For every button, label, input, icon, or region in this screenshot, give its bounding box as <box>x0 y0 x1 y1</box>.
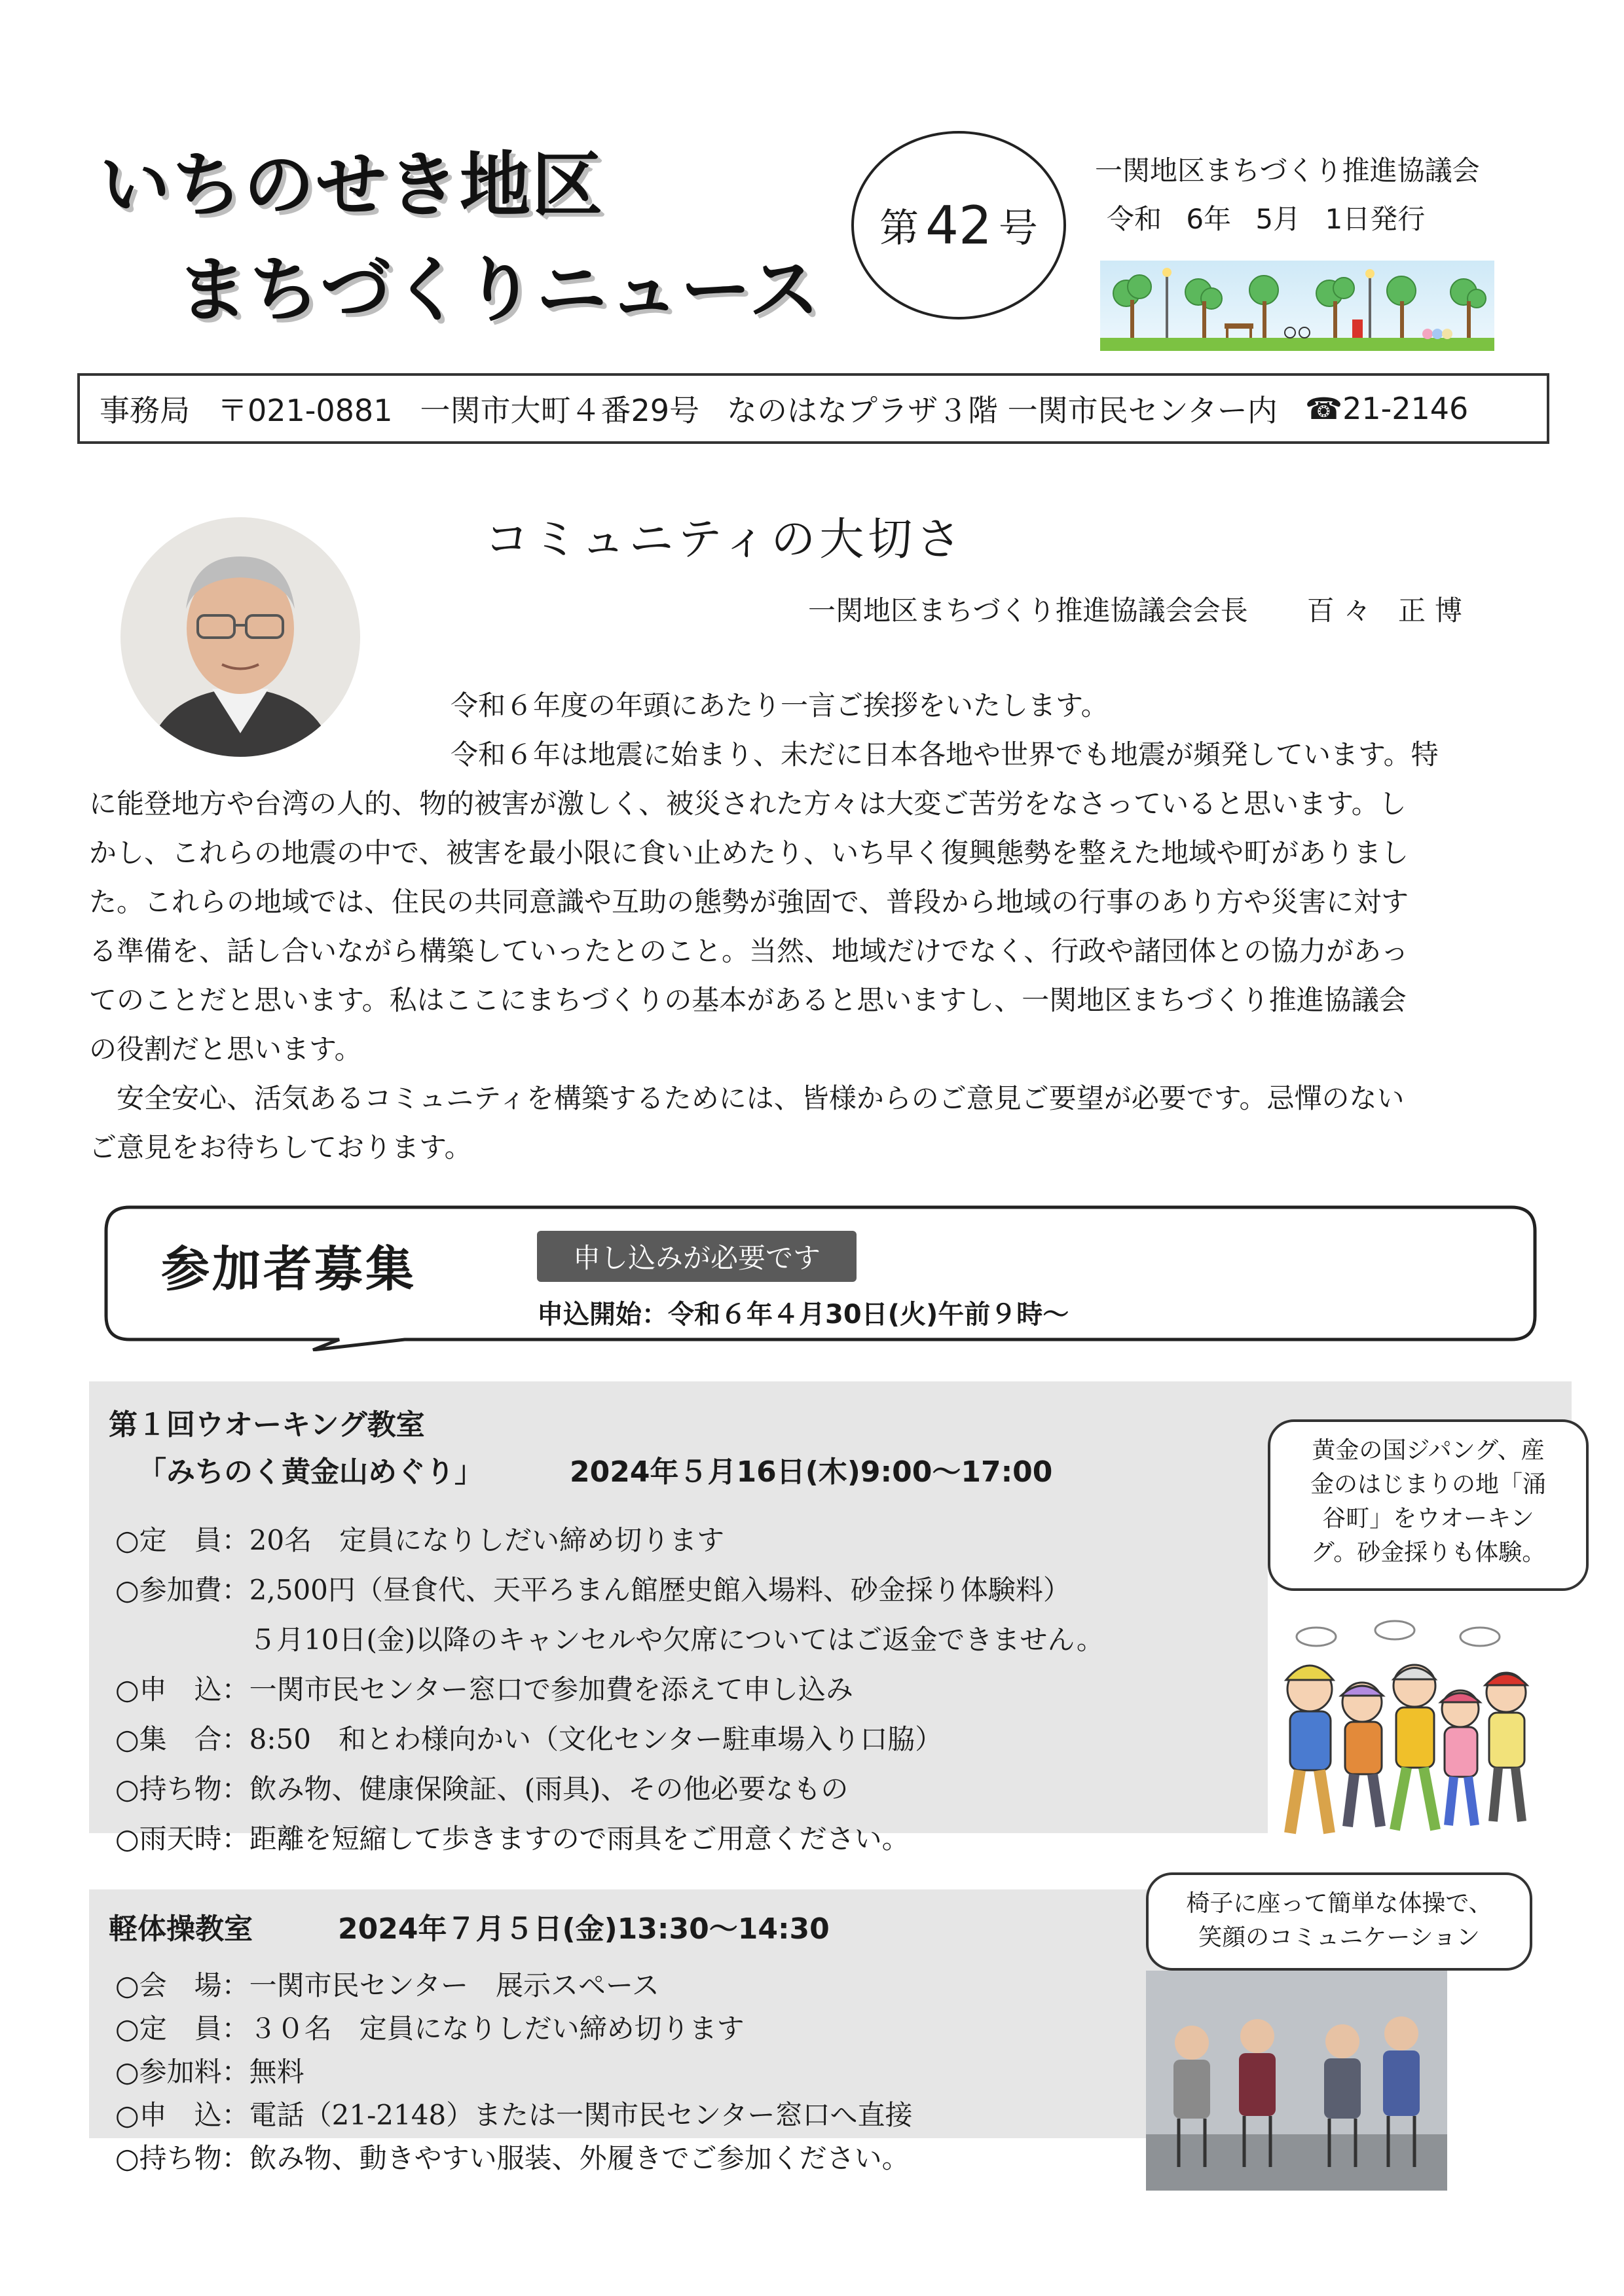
event2-detail-line: ○持ち物：飲み物、動きやすい服装、外履きでご参加ください。 <box>115 2142 910 2174</box>
event2-datetime: 2024年７月５日(金)13:30～14:30 <box>338 1912 830 1946</box>
author-name: 百々 正博 <box>1306 594 1471 627</box>
event1-callout-line: 黄金の国ジパング、産 <box>1312 1437 1545 1464</box>
issue-prefix: 第 <box>879 206 919 251</box>
event2-callout-line: 笑顔のコミュニケーション <box>1198 1924 1480 1951</box>
office-building: なのはなプラザ３階 一関市民センター内 <box>727 393 1278 428</box>
event1-callout <box>1268 1419 1589 1591</box>
publisher-org: 一関地区まちづくり推進協議会 <box>1095 155 1480 187</box>
registration-required-badge: 申し込みが必要です <box>537 1231 857 1282</box>
chairman-portrait <box>120 517 360 757</box>
event2-title: 軽体操教室 <box>109 1912 253 1946</box>
event1-detail-line: ○持ち物：飲み物、健康保険証、(雨具)、その他必要なもの <box>115 1773 849 1805</box>
event1-datetime: 2024年５月16日(木)9:00～17:00 <box>570 1455 1053 1489</box>
author-role: 一関地区まちづくり推進協議会会長 <box>808 594 1248 627</box>
registration-start: 申込開始：令和６年４月30日(火)午前９時～ <box>537 1300 1069 1330</box>
walkers-illustration <box>1264 1617 1545 1859</box>
event2-detail-line: ○会 場：一関市民センター 展示スペース <box>115 1969 659 2001</box>
event1-callout-line: 金のはじまりの地「涌 <box>1310 1471 1546 1498</box>
event1-detail-line: ○集 合：8:50 和とわ様向かい（文化センター駐車場入り口脇） <box>115 1723 943 1755</box>
event2-callout-line: 椅子に座って簡単な体操で、 <box>1186 1890 1492 1917</box>
recruit-title: 参加者募集 <box>161 1241 416 1298</box>
greeting-paragraph-line: かし、これらの地震の中で、被害を最小限に食い止めたり、いち早く復興態勢を整えた地域や町がありまし <box>89 837 1409 869</box>
greeting-paragraph-line: ご意見をお待ちしております。 <box>89 1131 472 1163</box>
street-scene-illustration <box>1100 261 1494 351</box>
greeting-paragraph-line: に能登地方や台湾の人的、物的被害が激しく、被災された方々は大変ご苦労をなさっていると思います。し <box>89 788 1407 820</box>
article-title: コミュニティの大切さ <box>485 514 965 566</box>
office-label: 事務局 <box>100 393 190 428</box>
issue-suffix: 号 <box>998 206 1038 251</box>
newsletter-title-line1: いちのせき地区 <box>100 145 604 227</box>
article-author <box>808 589 1471 629</box>
office-phone: ☎21-2146 <box>1304 391 1469 426</box>
publish-date: 令和 6年 5月 1日発行 <box>1107 203 1426 235</box>
office-info-bar <box>77 373 1549 444</box>
greeting-paragraph-line: 令和６年度の年頭にあたり一言ご挨拶をいたします。 <box>451 689 1109 721</box>
event2-callout <box>1146 1872 1532 1971</box>
event1-callout-line: グ。砂金採りも体験。 <box>1310 1539 1546 1566</box>
event1-subtitle: 「みちのく黄金山めぐり」 <box>138 1455 483 1489</box>
event1-detail-line: ○雨天時：距離を短縮して歩きますので雨具をご用意ください。 <box>115 1823 910 1855</box>
issue-number-badge <box>851 131 1066 319</box>
event1-detail-line: ５月10日(金)以降のキャンセルや欠席についてはご返金できません。 <box>249 1624 1104 1656</box>
event2-detail-line: ○参加料：無料 <box>115 2056 304 2088</box>
exercise-class-photo <box>1146 1971 1447 2191</box>
event2-detail-line: ○定 員：３０名 定員になりしだい締め切ります <box>115 2013 745 2045</box>
greeting-paragraph-line: 令和６年は地震に始まり、未だに日本各地や世界でも地震が頻発しています。特 <box>451 738 1439 771</box>
event1-title: 第１回ウオーキング教室 <box>109 1408 425 1442</box>
greeting-paragraph-line: の役割だと思います。 <box>89 1033 362 1065</box>
event1-callout-line: 谷町」をウオーキン <box>1322 1505 1534 1532</box>
greeting-paragraph-line: てのことだと思います。私はここにまちづくりの基本があると思いますし、一関地区まちづくり推進協議会 <box>89 984 1407 1016</box>
greeting-paragraph-line: る準備を、話し合いながら構築していったとのこと。当然、地域だけでなく、行政や諸団体との協力があっ <box>89 935 1409 967</box>
greeting-paragraph-line: 安全安心、活気あるコミュニティを構築するためには、皆様からのご意見ご要望が必要です。忌憚のない <box>117 1082 1405 1114</box>
event1-detail-line: ○参加費：2,500円（昼食代、天平ろまん館歴史館入場料、砂金採り体験料） <box>115 1574 1071 1606</box>
office-postal: 〒021-0881 <box>217 393 393 428</box>
newsletter-title-line2: まちづくりニュース <box>177 249 821 331</box>
issue-number: 42 <box>925 194 992 256</box>
event1-detail-line: ○定 員：20名 定員になりしだい締め切ります <box>115 1524 725 1556</box>
event2-detail-line: ○申 込：電話（21-2148）または一関市民センター窓口へ直接 <box>115 2099 913 2131</box>
event1-detail-line: ○申 込：一関市民センター窓口で参加費を添えて申し込み <box>115 1673 853 1705</box>
office-address: 一関市大町４番29号 <box>420 393 700 428</box>
greeting-paragraph-line: た。これらの地域では、住民の共同意識や互助の態勢が強固で、普段から地域の行事のあり方や災害に対す <box>89 886 1409 918</box>
